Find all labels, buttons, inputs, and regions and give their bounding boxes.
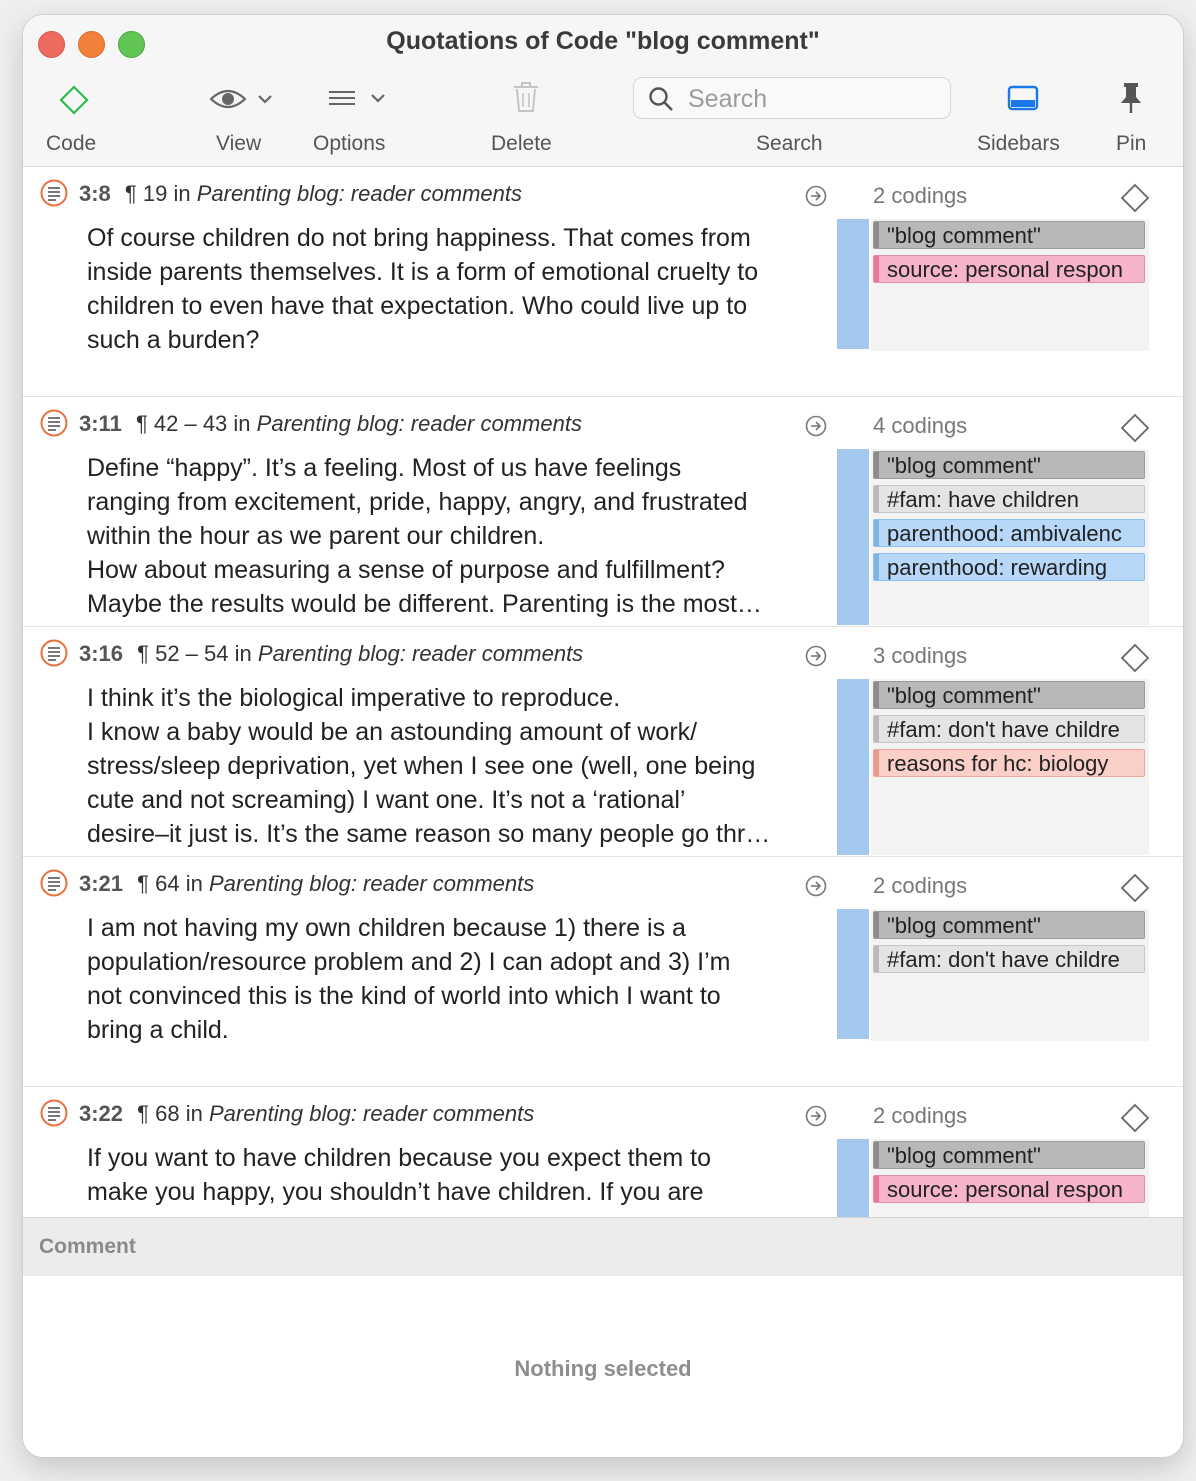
quotation-margin-bar [837, 219, 869, 349]
code-tag[interactable]: "blog comment" [873, 1141, 1145, 1169]
delete-label[interactable]: Delete [491, 132, 552, 155]
quotation-line: population/resource problem and 2) I can adopt and 3) I’m [87, 948, 731, 976]
code-tag[interactable]: #fam: don't have childre [873, 945, 1145, 973]
quotation-paragraph: ¶ 68 [137, 1101, 180, 1126]
quotation-text[interactable] [87, 451, 827, 621]
quotation-line: not convinced this is the kind of world into which I want to [87, 982, 721, 1010]
list-lines-icon [327, 85, 391, 115]
quotation-document[interactable]: Parenting blog: reader comments [208, 1101, 535, 1126]
quotation-header [79, 871, 534, 897]
sidebars-label[interactable]: Sidebars [977, 132, 1060, 155]
pin-icon [1119, 81, 1143, 115]
codings-count: 2 codings [873, 873, 968, 898]
eye-icon [209, 85, 279, 115]
quotation-line: Define “happy”. It’s a feeling. Most of us have feelings [87, 454, 682, 482]
quotation-icon [40, 1099, 68, 1127]
code-label[interactable]: Code [46, 132, 97, 155]
quotation-id: 3:21 [79, 871, 124, 896]
window-title: Quotations of Code "blog comment" [386, 27, 820, 55]
empty-selection-note: Nothing selected [514, 1356, 692, 1381]
quotation-document[interactable]: Parenting blog: reader comments [208, 871, 535, 896]
codings-count: 2 codings [873, 1103, 968, 1128]
code-tag[interactable]: source: personal respon [873, 255, 1145, 283]
view-menu-button[interactable] [209, 85, 279, 120]
pin-label[interactable]: Pin [1116, 132, 1147, 155]
search-field[interactable] [633, 77, 951, 119]
quotation-text[interactable] [87, 221, 827, 357]
quotation-line: inside parents themselves. It is a form of emotional cruelty to [87, 258, 759, 286]
code-tag[interactable]: #fam: have children [873, 485, 1145, 513]
quotation-in: in [234, 641, 252, 666]
comment-title: Comment [39, 1235, 136, 1258]
toolbar [23, 15, 1183, 167]
quotation-line: bring a child. [87, 1016, 229, 1044]
go-to-document-icon[interactable] [805, 1105, 827, 1127]
code-tag[interactable]: "blog comment" [873, 911, 1145, 939]
code-button[interactable] [59, 85, 89, 120]
quotation-paragraph: ¶ 19 [124, 181, 168, 206]
options-label[interactable]: Options [313, 132, 386, 155]
quotation-paragraph: ¶ 52 – 54 [137, 641, 229, 666]
quotation-icon [40, 869, 68, 897]
code-tag[interactable]: reasons for hc: biology [873, 749, 1145, 777]
add-code-diamond-icon[interactable] [1120, 183, 1150, 213]
codings-count: 2 codings [873, 183, 968, 208]
quotation-header [79, 641, 583, 667]
sidebars-button[interactable] [1007, 85, 1039, 116]
options-menu-button[interactable] [327, 85, 391, 120]
quotation-in: in [185, 1101, 203, 1126]
quotation-row[interactable] [23, 397, 1183, 627]
add-code-diamond-icon[interactable] [1120, 643, 1150, 673]
quotation-line: I know a baby would be an astounding amount of work/ [87, 718, 698, 746]
comment-editor[interactable] [23, 1276, 1183, 1457]
quotation-icon [40, 179, 68, 207]
quotation-document[interactable]: Parenting blog: reader comments [257, 641, 584, 666]
quotation-paragraph: ¶ 64 [137, 871, 180, 896]
quotation-row[interactable] [23, 627, 1183, 857]
code-tag[interactable]: parenthood: rewarding [873, 553, 1145, 581]
quotation-line: such a burden? [87, 326, 260, 354]
quotation-line: ranging from excitement, pride, happy, angry, and frustrated [87, 488, 748, 516]
delete-button[interactable] [512, 81, 540, 118]
quotation-margin-bar [837, 1139, 869, 1217]
quotation-in: in [173, 181, 191, 206]
code-tag[interactable]: "blog comment" [873, 681, 1145, 709]
quotation-row[interactable] [23, 857, 1183, 1087]
sidebars-icon [1007, 85, 1039, 111]
quotation-line: How about measuring a sense of purpose and fulfillment? [87, 556, 725, 584]
quotation-document[interactable]: Parenting blog: reader comments [256, 411, 582, 436]
quotation-line: stress/sleep deprivation, yet when I see one (well, one being [87, 752, 756, 780]
go-to-document-icon[interactable] [805, 645, 827, 667]
quotation-icon [40, 409, 68, 437]
quotation-line: I am not having my own children because 1) there is a [87, 914, 686, 942]
quotations-window [23, 15, 1183, 1457]
quotation-margin-bar [837, 679, 869, 855]
quotation-margin-bar [837, 909, 869, 1039]
search-input[interactable] [686, 82, 940, 116]
quotation-header [79, 181, 522, 207]
quotation-text[interactable] [87, 1141, 827, 1209]
go-to-document-icon[interactable] [805, 415, 827, 437]
go-to-document-icon[interactable] [805, 875, 827, 897]
quotation-in: in [233, 411, 251, 436]
quotation-document[interactable]: Parenting blog: reader comments [196, 181, 522, 206]
code-tag[interactable]: #fam: don't have childre [873, 715, 1145, 743]
code-tag[interactable]: source: personal respon [873, 1175, 1145, 1203]
code-tag[interactable]: "blog comment" [873, 221, 1145, 249]
quotation-line: make you happy, you shouldn’t have children. If you are [87, 1178, 704, 1206]
codings-count: 4 codings [873, 413, 968, 438]
search-icon [648, 86, 674, 112]
quotation-line: within the hour as we parent our children. [87, 522, 545, 550]
search-label: Search [756, 132, 823, 155]
quotation-line: desire–it just is. It’s the same reason so many people go thr… [87, 820, 771, 848]
quotation-text[interactable] [87, 681, 827, 851]
quotation-line: children to even have that expectation. Who could live up to [87, 292, 748, 320]
code-tag[interactable]: parenthood: ambivalenc [873, 519, 1145, 547]
pin-button[interactable] [1119, 81, 1143, 120]
quotation-margin-bar [837, 449, 869, 625]
quotation-row[interactable] [23, 1087, 1183, 1217]
quotation-id: 3:16 [79, 641, 124, 666]
comment-header [23, 1217, 1183, 1277]
add-code-diamond-icon[interactable] [1120, 413, 1150, 443]
quotation-list[interactable] [23, 167, 1183, 1217]
quotation-line: Maybe the results would be different. Parenting is the most… [87, 590, 762, 618]
code-tag[interactable]: "blog comment" [873, 451, 1145, 479]
trash-icon [512, 81, 540, 113]
go-to-document-icon[interactable] [805, 185, 827, 207]
add-code-diamond-icon[interactable] [1120, 1103, 1150, 1133]
quotation-header [79, 411, 582, 437]
codings-count: 3 codings [873, 643, 968, 668]
quotation-line: I think it’s the biological imperative to reproduce. [87, 684, 621, 712]
quotation-text[interactable] [87, 911, 827, 1047]
quotation-header [79, 1101, 534, 1127]
add-code-diamond-icon[interactable] [1120, 873, 1150, 903]
quotation-paragraph: ¶ 42 – 43 [135, 411, 228, 436]
quotation-id: 3:22 [79, 1101, 124, 1126]
quotation-in: in [185, 871, 203, 896]
diamond-code-icon [59, 85, 89, 115]
quotation-icon [40, 639, 68, 667]
quotation-row[interactable] [23, 167, 1183, 397]
quotation-line: cute and not screaming) I want one. It’s not a ‘rational’ [87, 786, 686, 814]
quotation-line: Of course children do not bring happiness. That comes from [87, 224, 751, 252]
view-label[interactable]: View [216, 132, 262, 155]
quotation-line: If you want to have children because you expect them to [87, 1144, 711, 1172]
quotation-id: 3:11 [79, 411, 122, 436]
quotation-id: 3:8 [79, 181, 111, 206]
